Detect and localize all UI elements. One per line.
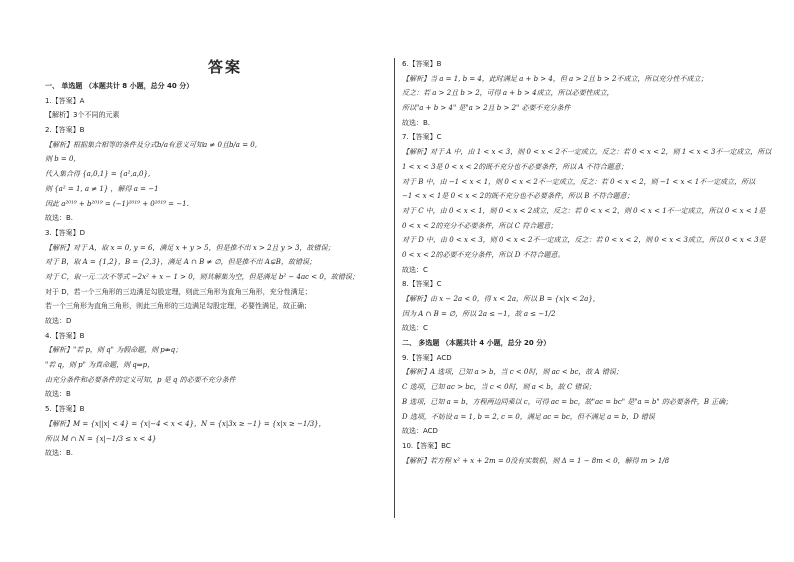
- answer-line: 【解析】由 x − 2a < 0，得 x < 2a，所以 B = {x|x < 2a}，: [402, 295, 600, 303]
- section-heading: 一、 单选题 （本题共计 8 小题，总分 40 分）: [45, 82, 194, 90]
- answer-line: 对于 D 中，由 0 < x < 3，则 0 < x < 2不一定成立，反之：若 0 < x < 2，则 0 < x < 3成立，所以 0 < x < 3是: [402, 236, 766, 245]
- page-title: 答案: [207, 58, 242, 76]
- answer-line: 【解析】A 选项，已知 a > b，当 c < 0时，则 ac < bc，故 A 错误；: [402, 368, 623, 377]
- right-column: [402, 60, 774, 471]
- answer-line: 1.【答案】A: [45, 96, 85, 105]
- left-column: [45, 62, 417, 464]
- answer-line: 3.【答案】D: [45, 228, 86, 237]
- answer-line: D 选项，不妨设 a = 1, b = 2, c = 0，满足 ac = bc，但不满足 a = b，D 错误: [402, 412, 655, 421]
- answer-line: 反之：若 a > 2且 b > 2，可得 a + b > 4成立，所以必要性成立，: [402, 89, 614, 98]
- answer-line: 对于 B 中，由 −1 < x < 1，则 0 < x < 2不一定成立，反之：若 0 < x < 2，则 −1 < x < 1不一定成立，所以: [402, 177, 756, 186]
- answer-line: 故选：C: [402, 324, 428, 333]
- answer-line: 所以"a + b > 4" 是"a > 2且 b > 2" 必要不充分条件: [402, 104, 571, 113]
- answer-line: 对于 D，若一个三角形的三边满足勾股定理，则此三角形为直角三角形，充分性满足；: [45, 287, 312, 296]
- answer-line: 0 < x < 2的充分不必要条件，所以 C 符合题意；: [402, 221, 558, 230]
- answer-line: "若 q，则 p" 为真命题，则 q⇒p，: [45, 361, 155, 370]
- answer-line: 故选：D: [45, 317, 72, 325]
- answer-line: 0 < x < 2的必要不充分条件，所以 D 不符合题意。: [402, 250, 565, 259]
- answer-line: 故选：B.: [45, 214, 74, 223]
- answer-line: 【解析】对于 A，取 x = 0, y = 6，满足 x + y > 5，但是推不出 x > 2且 y > 3，故错误；: [45, 243, 335, 252]
- answer-line: 【解析】3个不同的元素: [45, 111, 120, 120]
- answer-line: 8.【答案】C: [402, 280, 442, 289]
- answer-line: 【解析】对于 A 中，由 1 < x < 3，则 0 < x < 2不一定成立，反之：若 0 < x < 2，则 1 < x < 3不一定成立，所以: [402, 148, 772, 157]
- answer-line: C 选项，已知 ac > bc，当 c < 0时，则 a < b，故 C 错误；: [402, 383, 596, 392]
- answer-line: 4.【答案】B: [45, 331, 85, 340]
- answer-line: −1 < x < 1是 0 < x < 2的既不充分也不必要条件，所以 B 不符合题意；: [402, 192, 634, 201]
- answer-line: 故选：B.: [45, 449, 74, 458]
- answer-line: 代入集合得 {a,0,1} = {a²,a,0},: [45, 170, 151, 179]
- answer-line: 因为 A ∩ B = ∅，所以 2a ≤ −1，故 a ≤ −1/2: [402, 309, 556, 318]
- answer-line: 则 {a² = 1, a ≠ 1} ，解得 a = −1: [45, 184, 159, 193]
- answer-line: 故选：ACD: [402, 427, 438, 436]
- answer-line: 【解析】若方程 x² + x + 2m = 0没有实数根，则 Δ = 1 − 8m < 0，解得 m > 1/8: [402, 456, 670, 465]
- answer-line: 则 b = 0,: [45, 155, 76, 164]
- answer-line: 2.【答案】B: [45, 126, 85, 135]
- answer-line: 7.【答案】C: [402, 133, 442, 142]
- section-heading: 二、 多选题 （本题共计 4 小题，总分 20 分）: [402, 339, 551, 348]
- answer-line: 对于 C，取一元二次不等式 −2x² + x − 1 > 0，则其解集为空，但是满足 b² − 4ac < 0，故错误；: [45, 272, 359, 281]
- answer-line: 故选：B.: [402, 118, 431, 127]
- answer-line: 所以 M ∩ N = {x|−1/3 ≤ x < 4}: [45, 434, 157, 443]
- answer-line: 5.【答案】B: [45, 405, 85, 414]
- answer-line: 9.【答案】ACD: [402, 353, 452, 362]
- answer-line: B 选项，已知 a = b，方程两边同乘以 c，可得 ac = bc，故"ac = bc" 是"a = b" 的必要条件，B 正确；: [402, 397, 733, 406]
- answer-line: 对于 B，取 A = {1,2}，B = {2,3}，满足 A ∩ B ≠ ∅，但是推不出 A⊊B，故错误；: [45, 258, 316, 267]
- answer-line: 故选：C: [402, 265, 428, 274]
- answer-line: 故选：B: [45, 390, 71, 399]
- answer-line: 6.【答案】B: [402, 60, 442, 68]
- answer-line: 对于 C 中，由 0 < x < 1，则 0 < x < 2成立，反之：若 0 < x < 2，则 0 < x < 1不一定成立，所以 0 < x < 1是: [402, 206, 766, 215]
- answer-line: 10.【答案】BC: [402, 441, 451, 450]
- answer-line: 【解析】根据集合相等的条件及分式b/a有意义可知a ≠ 0且b/a = 0,: [45, 140, 257, 149]
- answer-line: 1 < x < 3是 0 < x < 2的既不充分也不必要条件，所以 A 不符合题意；: [402, 162, 628, 171]
- answer-line: 【解析】当 a = 1, b = 4，此时满足 a + b > 4，但 a > 2且 b > 2不成立，所以充分性不成立；: [402, 74, 708, 83]
- answer-line: 因此 a²⁰¹⁹ + b²⁰¹⁹ = (−1)²⁰¹⁹ + 0²⁰¹⁹ = −1.: [45, 199, 189, 208]
- answer-line: 若一个三角形为直角三角形，则此三角形的三边满足勾股定理，必要性满足，故正确；: [45, 302, 311, 311]
- answer-line: 【解析】"若 p，则 q" 为假命题，则 p⇏q；: [45, 346, 183, 355]
- answer-line: 由充分条件和必要条件的定义可知，p 是 q 的必要不充分条件: [45, 375, 236, 384]
- answer-line: 【解析】M = {x||x| < 4} = {x|−4 < x < 4}，N = {x|3x ≥ −1} = {x|x ≥ −1/3}，: [45, 419, 326, 428]
